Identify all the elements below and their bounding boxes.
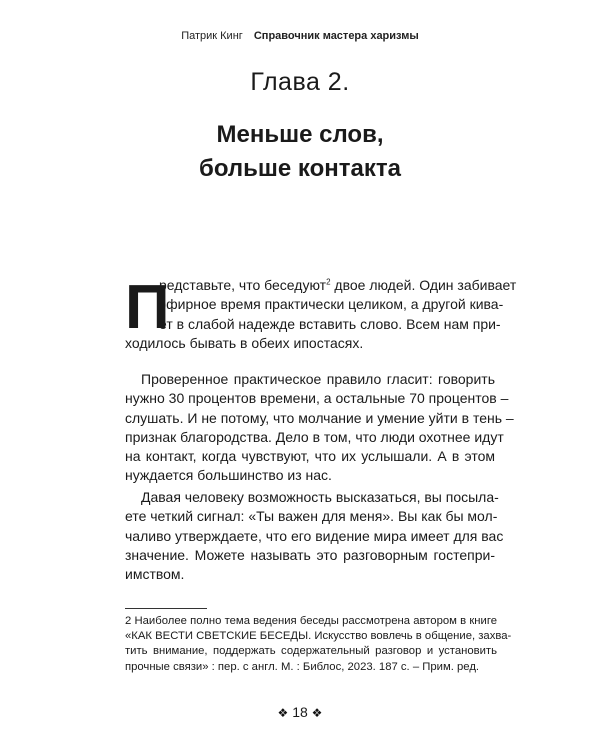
paragraph-3-line-2: ете четкий сигнал: «Ты важен для меня». Вы как бы мол-	[125, 508, 498, 525]
paragraph-2-line-4: признак благородства. Дело в том, что люди охотнее идут	[125, 428, 504, 445]
paragraph-1-line-2: эфирное время практически целиком, а другой кива-	[159, 296, 504, 313]
chapter-title-line-2: больше контакта	[199, 155, 401, 182]
paragraph-1-line-4: ходилось бывать в обеих ипостасях.	[125, 334, 364, 351]
footnote-line-2: «КАК ВЕСТИ СВЕТСКИЕ БЕСЕДЫ. Искусство вовлечь в общение, захва-	[125, 630, 512, 643]
paragraph-1-line-3: ет в слабой надежде вставить слово. Всем нам при-	[159, 315, 501, 332]
footnote-line-4: прочные связи» : пер. с англ. М. : Библос, 2023. 187 с. – Прим. ред.	[125, 660, 480, 673]
footnote-line-1: 2 Наиболее полно тема ведения беседы рассмотрена автором в книге	[125, 615, 497, 627]
running-header-author: Патрик Кинг	[181, 30, 243, 42]
paragraph-3-line-1: Давая человеку возможность высказаться, вы посыла-	[141, 489, 499, 505]
diamond-ornament-icon: ❖	[277, 706, 289, 720]
chapter-title	[0, 118, 600, 186]
footnote-reference: 2	[326, 277, 331, 287]
chapter-number: Глава 2.	[250, 68, 350, 96]
running-header	[0, 30, 600, 42]
paragraph-2-line-2: нужно 30 процентов времени, а остальные 70 процентов –	[125, 390, 509, 407]
drop-cap-letter: П	[125, 273, 170, 342]
diamond-ornament-icon: ❖	[311, 706, 323, 720]
paragraph-1-line-1	[125, 276, 517, 295]
chapter-title-line-1: Меньше слов,	[216, 121, 384, 148]
paragraph-2-line-3: слушать. И не потому, что молчание и умение уйти в тень –	[125, 409, 514, 426]
paragraph-2-line-5: на контакт, когда чувствуют, что их услышали. А в этом	[125, 448, 495, 465]
paragraph-2	[125, 370, 514, 486]
page-number: 18	[292, 704, 308, 720]
footnote-line-3: тить внимание, поддержать содержательный разговор и установить	[125, 645, 497, 658]
footnote	[125, 614, 512, 675]
footnote-divider	[125, 608, 207, 609]
paragraph-1-line-1-text: редставьте, что беседуют	[159, 277, 327, 293]
page-number-block	[0, 704, 600, 720]
paragraph-1	[125, 273, 517, 353]
paragraph-3-line-3: чаливо утверждаете, что его видение мира имеет для вас	[125, 527, 504, 544]
running-header-book-title: Справочник мастера харизмы	[253, 30, 419, 42]
paragraph-3-line-5: имством.	[125, 566, 185, 583]
paragraph-2-line-1: Проверенное практическое правило гласит: говорить	[141, 371, 495, 387]
paragraph-3-line-4: значение. Можете называть это разговорным гостепри-	[125, 546, 495, 563]
paragraph-3	[125, 488, 504, 584]
paragraph-1-line-1-rest: двое людей. Один забивает	[334, 277, 517, 293]
paragraph-2-line-6: нуждается большинство из нас.	[125, 467, 332, 484]
